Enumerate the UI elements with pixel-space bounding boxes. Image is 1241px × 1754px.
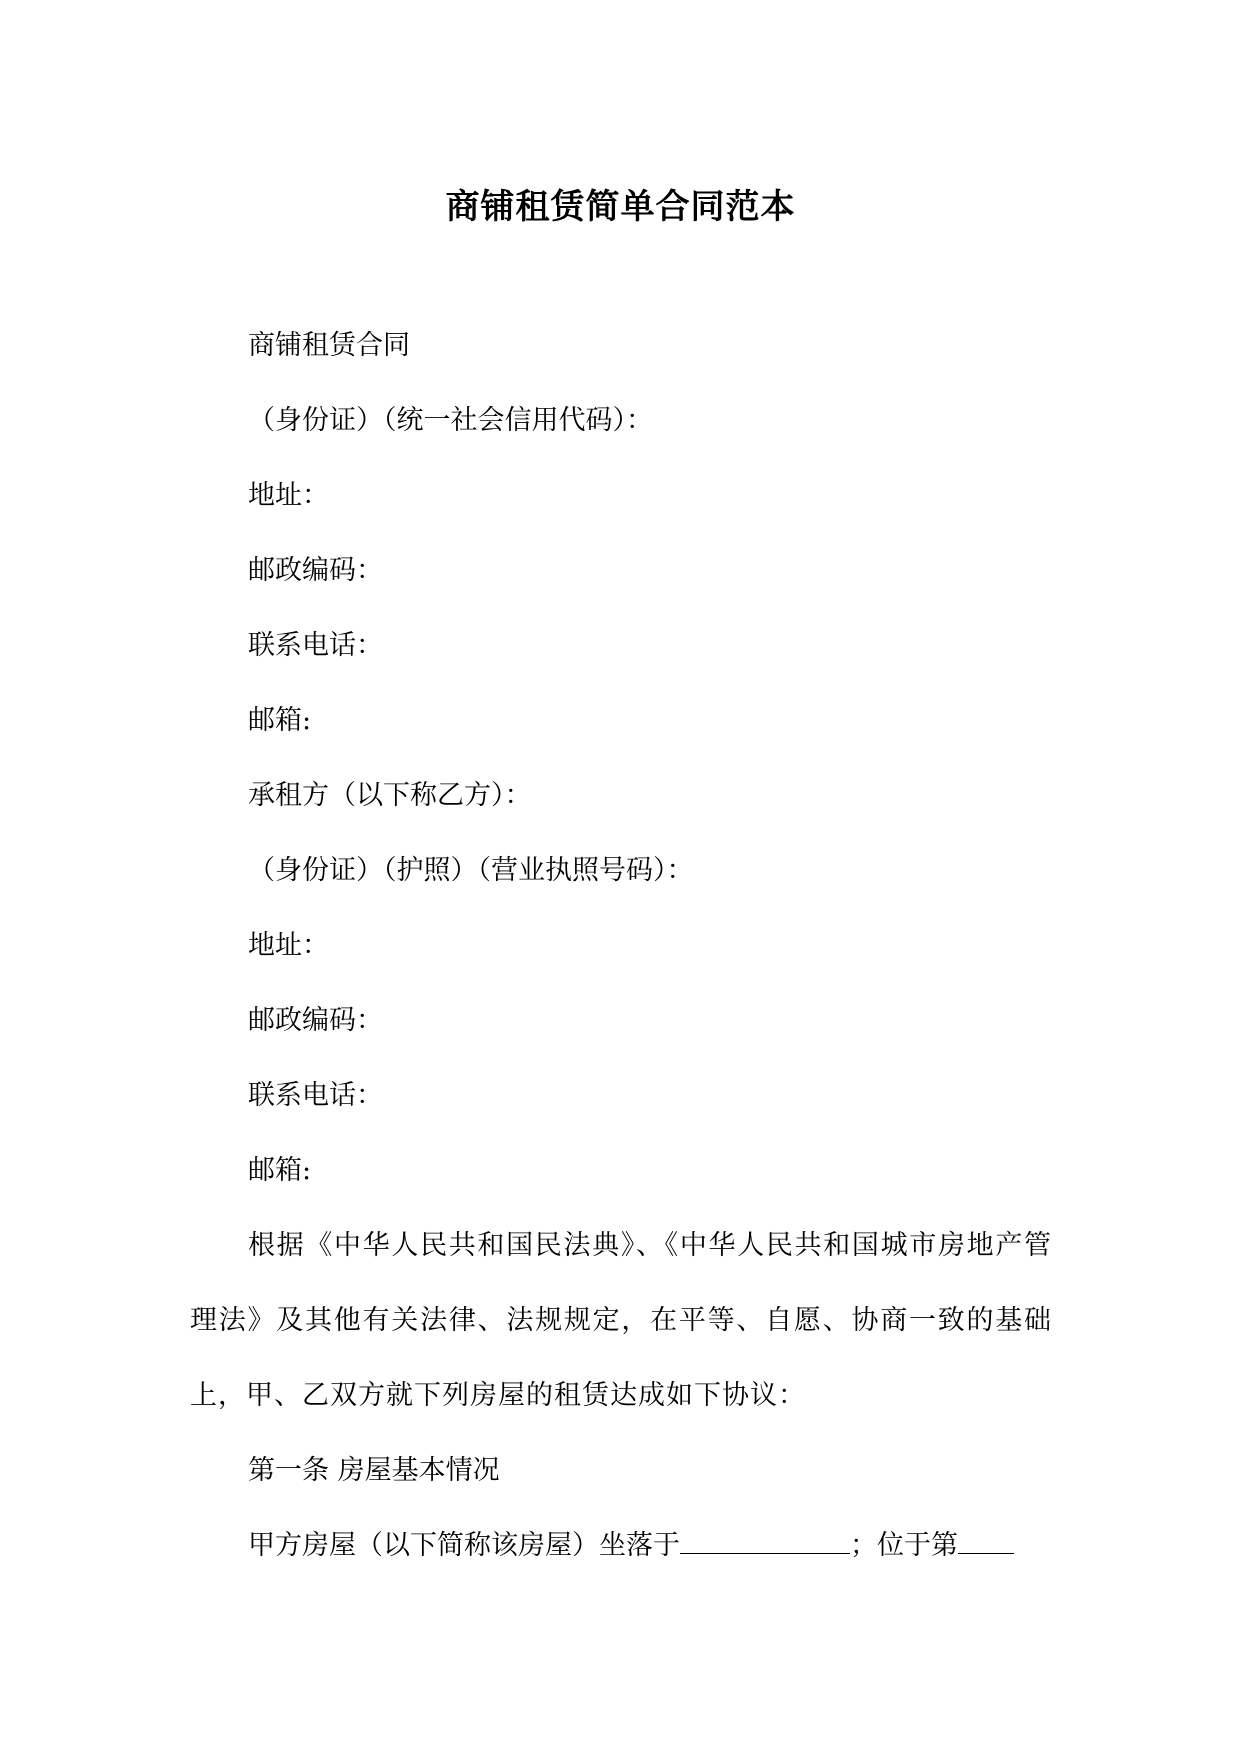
lessee-email-line: 邮箱: (248, 1155, 312, 1186)
preamble-paragraph: 根据《中华人民共和国民法典》、《中华人民共和国城市房地产管理法》及其他有关法律、法规规定，在平等、自愿、协商一致的基础上，甲、乙双方就下列房屋的租赁达成如下协议： (190, 1230, 1052, 1411)
contract-heading: 商铺租赁合同 (248, 330, 410, 361)
lessee-heading-line: 承租方（以下称乙方）： (248, 780, 532, 811)
lessee-id-line: （身份证）（护照）（营业执照号码）： (248, 855, 694, 886)
article-1-text-a: 甲方房屋（以下简称该房屋）坐落于 (248, 1530, 680, 1561)
lessor-postcode-line: 邮政编码： (248, 555, 383, 586)
article-1-text (190, 1508, 1052, 1583)
article-1-text-b: ；位于第 (850, 1530, 958, 1561)
location-blank (680, 1527, 850, 1554)
document-body (190, 308, 1052, 1583)
lessee-postcode-line: 邮政编码： (248, 1005, 383, 1036)
lessor-id-line: （身份证）（统一社会信用代码）： (248, 405, 653, 436)
lessor-phone-line: 联系电话： (248, 630, 383, 661)
lessee-phone-line: 联系电话： (248, 1080, 383, 1111)
document-title: 商铺租赁简单合同范本 (445, 187, 796, 227)
article-1-heading: 第一条 房屋基本情况 (248, 1455, 500, 1486)
lessor-email-line: 邮箱: (248, 705, 312, 736)
floor-blank (958, 1527, 1014, 1554)
lessee-address-line: 地址： (248, 930, 329, 961)
lessor-address-line: 地址： (248, 480, 329, 511)
